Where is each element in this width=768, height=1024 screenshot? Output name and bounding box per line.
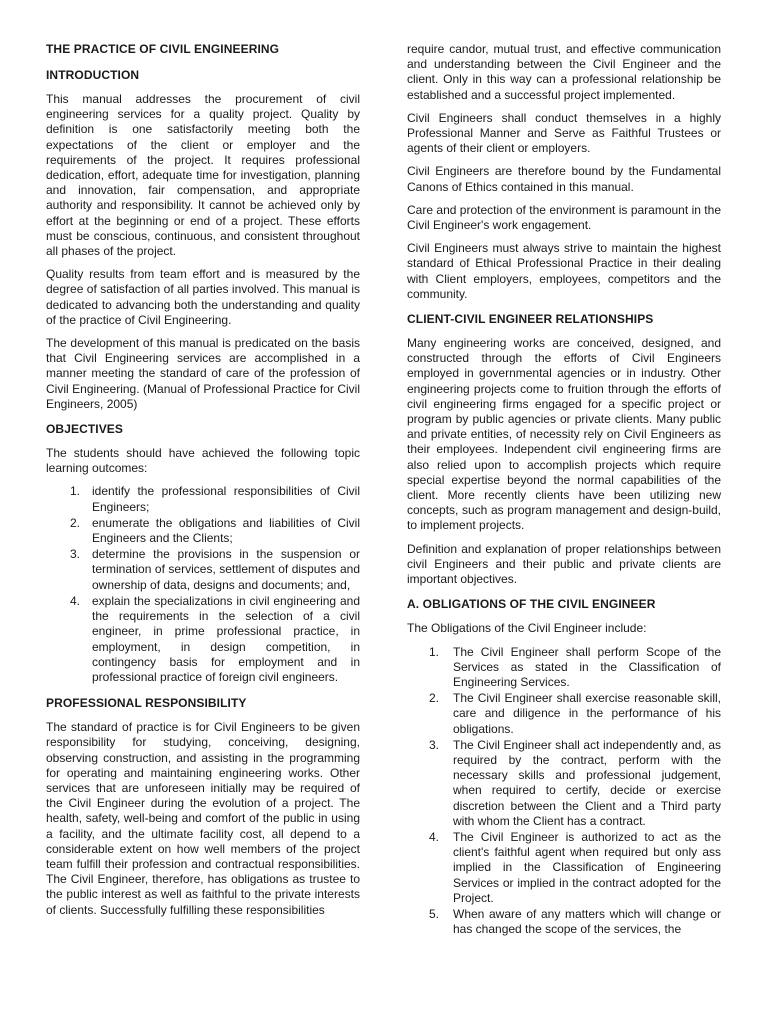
introduction-paragraph-2: Quality results from team effort and is measured by the degree of satisfaction of all parties involved. This manual is dedicated to advancing both the understanding and quality of the practice of Civil Engineering.	[46, 267, 360, 327]
document-title: THE PRACTICE OF CIVIL ENGINEERING	[46, 42, 280, 56]
client-relationships-heading: CLIENT-CIVIL ENGINEER RELATIONSHIPS	[407, 312, 654, 327]
list-item-text: The Civil Engineer shall act independently and, as required by the contract, perform with the necessary skills and professional judgement, when required to certify, decide or exercise discretion between the Client and a Third party with whom the Client has a contract.	[453, 737, 721, 828]
continued-paragraph-5: Civil Engineers must always strive to maintain the highest standard of Ethical Professional Practice in their dealing with Client employers, employees, competitors and the community.	[407, 241, 721, 301]
continued-paragraph-3: Civil Engineers are therefore bound by the Fundamental Canons of Ethics contained in this manual.	[407, 164, 721, 194]
introduction-paragraph-3: The development of this manual is predicated on the basis that Civil Engineering services are accomplished in a manner meeting the standard of care of the profession of Civil Engineering. (Manual of Professional Practice for Civil Engineers, 2005)	[46, 336, 360, 411]
objectives-list	[46, 484, 360, 685]
list-number: 2.	[70, 515, 81, 530]
client-relationships-paragraph-1: Many engineering works are conceived, designed, and constructed through the efforts of Civil Engineers employed in governmental agencies or in industry. Other engineering projects come to fruition through the efforts of civil engineering firms engaged for a specific project or program by public agencies or private clients. Many public and private entities, of necessity rely on Civil Engineers as their employees. Independent civil engineering firms are also relied upon to accomplish projects which require special expertise beyond the normal capabilities of the client. More recently clients have been utilizing new concepts, such as program management and design-build, to implement projects.	[407, 336, 721, 533]
list-item-text: When aware of any matters which will change or has changed the scope of the services, the	[453, 906, 721, 937]
objectives-intro: The students should have achieved the following topic learning outcomes:	[46, 446, 360, 476]
list-number: 3.	[429, 737, 440, 752]
list-item-text: determine the provisions in the suspension or termination of services, settlement of disputes and ownership of data, designs and documents; and,	[92, 547, 360, 592]
list-item	[407, 830, 721, 906]
right-column	[407, 42, 721, 938]
list-item-text: explain the specializations in civil engineering and the requirements in the selection of a civil engineer, in prime professional practice, in employment, in design competition, in contingency basis for employment and in professional practice of foreign civil engineers.	[92, 593, 360, 684]
list-item-text: The Civil Engineer shall perform Scope of the Services as stated in the Classification of Engineering Services.	[453, 644, 721, 689]
list-number: 2.	[429, 691, 440, 706]
obligations-list	[407, 645, 721, 938]
list-item-text: The Civil Engineer shall exercise reasonable skill, care and diligence in the performance of his obligations.	[453, 691, 721, 736]
obligations-heading: A. OBLIGATIONS OF THE CIVIL ENGINEER	[407, 597, 656, 612]
list-number: 3.	[70, 547, 81, 562]
list-item-text: enumerate the obligations and liabilities of Civil Engineers and the Clients;	[92, 515, 360, 546]
introduction-heading: INTRODUCTION	[46, 68, 140, 82]
professional-responsibility-paragraph: The standard of practice is for Civil Engineers to be given responsibility for studying, conceiving, designing, observing construction, and assisting in the programming for operating and maintaining engineering works. Other services that are unforeseen initially may be required of the Civil Engineer during the evolution of a project. The health, safety, well-being and comfort of the public in using a facility, and the ultimate facility cost, all depend to a considerable extent on how well members of the project team fulfill their profession and contractual responsibilities. The Civil Engineer, therefore, has obligations as trustee to the public interest as well as faithful to the private interests of clients. Successfully fulfilling these responsibilities	[46, 720, 360, 917]
list-number: 4.	[429, 829, 440, 844]
list-item	[46, 516, 360, 546]
introduction-paragraph-1: This manual addresses the procurement of civil engineering services for a quality project. Quality by definition is one satisfactorily meeting both the expectations of the client or employer and the requirements of the project. It requires professional dedication, effort, adequate time for investigation, planning and innovation, fair compensation, and appropriate authority and responsibility. It cannot be achieved only by effort at the beginning or end of a project. These efforts must be conscious, continuous, and consistent throughout all phases of the project.	[46, 92, 360, 259]
objectives-heading: OBJECTIVES	[46, 422, 124, 437]
list-item	[407, 738, 721, 829]
list-item	[407, 645, 721, 691]
list-item	[407, 907, 721, 937]
list-item	[46, 547, 360, 593]
continued-paragraph-2: Civil Engineers shall conduct themselves in a highly Professional Manner and Serve as Faithful Trustees or agents of their client or employers.	[407, 110, 721, 156]
professional-responsibility-heading: PROFESSIONAL RESPONSIBILITY	[46, 696, 247, 711]
list-item-text: The Civil Engineer is authorized to act as the client's faithful agent when required but only ass implied in the Classification of Engineering Services or implied in the contract adopted for the Project.	[453, 829, 721, 905]
obligations-intro: The Obligations of the Civil Engineer include:	[407, 621, 647, 636]
list-item	[46, 484, 360, 514]
list-item-text: identify the professional responsibilities of Civil Engineers;	[92, 484, 360, 514]
left-column	[46, 42, 360, 918]
list-item	[407, 691, 721, 737]
list-number: 4.	[70, 593, 81, 608]
continued-paragraph-1: require candor, mutual trust, and effective communication and understanding between the Civil Engineer and the client. Only in this way can a professional relationship be established and a successful project implemented.	[407, 42, 721, 102]
list-number: 5.	[429, 906, 440, 921]
list-item	[46, 594, 360, 685]
list-number: 1.	[429, 644, 440, 659]
client-relationships-paragraph-2: Definition and explanation of proper relationships between civil Engineers and their public and private clients are important objectives.	[407, 541, 721, 587]
continued-paragraph-4: Care and protection of the environment is paramount in the Civil Engineer's work engagement.	[407, 202, 721, 233]
list-number: 1.	[70, 484, 81, 499]
